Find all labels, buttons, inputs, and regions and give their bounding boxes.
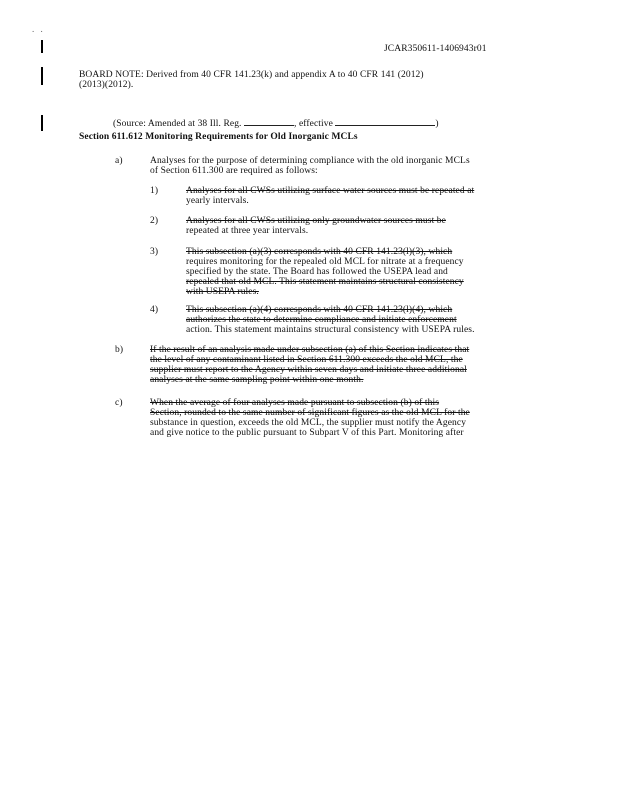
item-line: authorizes the state to determine compliance and initiate enforcement <box>186 315 457 325</box>
item-line: supplier must report to the Agency within seven days and initiate three additional <box>150 365 467 375</box>
register-blank <box>244 117 294 126</box>
item-label: c) <box>115 398 123 408</box>
change-bar <box>41 115 43 131</box>
item-line: repealed that old MCL. This statement maintains structural consistency <box>186 277 464 287</box>
item-line: and give notice to the public pursuant to Subpart V of this Part. Monitoring after <box>150 428 464 438</box>
item-line: If the result of an analysis made under subsection (a) of this Section indicates that <box>150 345 470 355</box>
item-label: a) <box>115 156 123 166</box>
item-line: repeated at three year intervals. <box>186 226 309 236</box>
change-bar <box>41 40 43 53</box>
item-line: This subsection (a)(3) corresponds with 40 CFR 141.23(l)(3), which <box>186 247 453 257</box>
item-line: Section, rounded to the same number of significant figures as the old MCL for the <box>150 408 470 418</box>
item-line: substance in question, exceeds the old MCL, the supplier must notify the Agency <box>150 418 467 428</box>
section-title: Section 611.612 Monitoring Requirements for Old Inorganic MCLs <box>79 132 358 142</box>
item-line: Analyses for all CWSs utilizing surface water sources must be repeated at <box>186 186 475 196</box>
item-line: specified by the state. The Board has followed the USEPA lead and <box>186 267 448 277</box>
source-middle: , effective <box>294 119 333 129</box>
item-line: with USEPA rules. <box>186 287 259 297</box>
item-line: requires monitoring for the repealed old MCL for nitrate at a frequency <box>186 257 464 267</box>
item-line: of Section 611.300 are required as follows: <box>150 166 318 176</box>
item-label: 4) <box>150 305 159 315</box>
item-line: action. This statement maintains structural consistency with USEPA rules. <box>186 325 475 335</box>
change-bar <box>41 67 43 85</box>
item-label: 1) <box>150 186 159 196</box>
item-line: Analyses for all CWSs utilizing only groundwater sources must be <box>186 216 446 226</box>
board-note-line-2: (2013)(2012). <box>79 80 134 90</box>
item-line: This subsection (a)(4) corresponds with 40 CFR 141.23(l)(4), which <box>186 305 453 315</box>
board-note-line-1: BOARD NOTE: Derived from 40 CFR 141.23(k) and appendix A to 40 CFR 141 (2012) <box>79 70 424 80</box>
effective-date-blank <box>335 117 435 126</box>
source-line <box>113 117 439 130</box>
item-line: Analyses for the purpose of determining compliance with the old inorganic MCLs <box>150 156 470 166</box>
item-label: 3) <box>150 247 159 257</box>
source-prefix: (Source: Amended at 38 Ill. Reg. <box>113 119 242 129</box>
item-line: yearly intervals. <box>186 196 249 206</box>
item-line: the level of any contaminant listed in Section 611.300 exceeds the old MCL, the <box>150 355 463 365</box>
item-line: When the average of four analyses made pursuant to subsection (b) of this <box>150 398 440 408</box>
item-label: 2) <box>150 216 159 226</box>
corner-marks: . . <box>32 24 45 34</box>
item-label: b) <box>115 345 124 355</box>
item-line: analyses at the same sampling point within one month. <box>150 375 364 385</box>
document-id: JCAR350611-1406943r01 <box>384 44 487 54</box>
source-suffix: ) <box>435 119 439 129</box>
